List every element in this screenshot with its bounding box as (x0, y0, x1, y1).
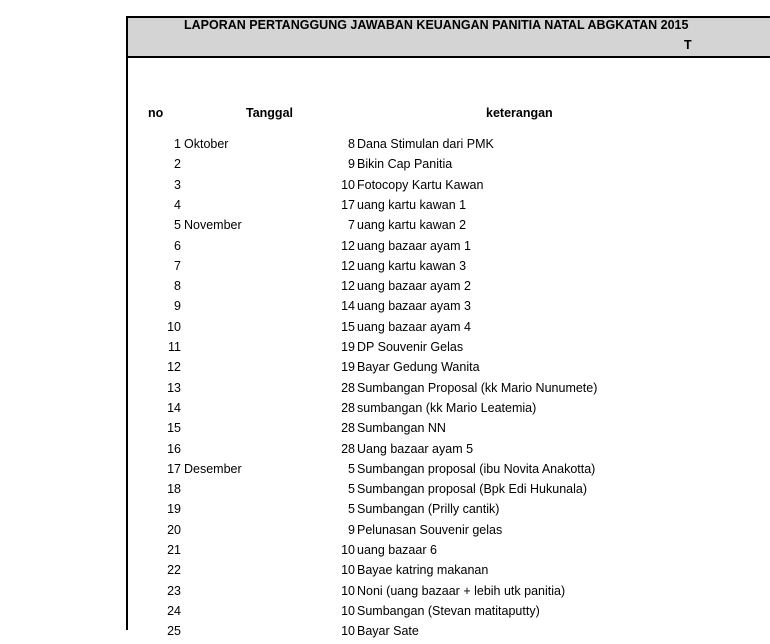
row-keterangan: uang bazaar 6 (357, 543, 437, 557)
table-row (128, 137, 770, 157)
report-title-continued: T (684, 38, 692, 52)
row-number: 21 (167, 543, 181, 557)
row-number: 18 (167, 482, 181, 497)
row-keterangan: DP Souvenir Gelas (357, 340, 464, 354)
row-number: 15 (167, 421, 181, 436)
row-month: Oktober (184, 137, 229, 151)
table-row (128, 584, 770, 604)
row-number: 8 (174, 279, 181, 294)
row-keterangan: Sumbangan (Stevan matitaputty) (357, 603, 540, 618)
row-keterangan: Sumbangan Proposal (kk Mario Nunumete) (357, 380, 598, 395)
table-row (128, 259, 770, 279)
table-row (128, 523, 770, 543)
table-row (128, 421, 770, 441)
row-day: 28 (341, 400, 355, 415)
row-number: 5 (174, 218, 181, 233)
row-keterangan: Noni (uang bazaar + lebih utk panitia) (357, 583, 566, 598)
report-title: LAPORAN PERTANGGUNG JAWABAN KEUANGAN PANITIA NATAL ABGKATAN 2015 (184, 18, 689, 32)
table-row (128, 239, 770, 259)
table-row (128, 604, 770, 624)
row-day: 10 (341, 543, 355, 557)
table-row (128, 624, 770, 644)
table-row (128, 320, 770, 340)
row-day: 5 (348, 502, 355, 517)
row-number: 22 (167, 563, 181, 578)
row-number: 7 (174, 258, 181, 273)
table-row (128, 299, 770, 319)
row-day: 10 (341, 603, 355, 618)
table-row (128, 563, 770, 583)
table-row (128, 401, 770, 421)
row-day: 10 (341, 624, 355, 639)
column-header-no: no (148, 106, 164, 120)
row-number: 9 (174, 299, 181, 314)
row-keterangan: uang bazaar ayam 4 (357, 319, 471, 334)
row-number: 20 (167, 522, 181, 537)
row-day: 12 (341, 238, 355, 253)
row-number: 3 (174, 177, 181, 192)
row-day: 17 (341, 197, 355, 212)
row-keterangan: uang kartu kawan 1 (357, 197, 467, 212)
table-row (128, 482, 770, 502)
row-month: November (184, 218, 242, 233)
row-day: 10 (341, 583, 355, 598)
row-keterangan: uang kartu kawan 3 (357, 258, 467, 273)
row-day: 12 (341, 279, 355, 294)
row-day: 7 (348, 218, 355, 233)
row-number: 10 (167, 319, 181, 334)
row-day: 5 (348, 482, 355, 497)
row-day: 9 (348, 157, 355, 172)
row-month: Desember (184, 461, 242, 476)
table-row (128, 198, 770, 218)
table-row (128, 543, 770, 563)
table-row (128, 360, 770, 380)
row-day: 19 (341, 340, 355, 354)
row-keterangan: Sumbangan proposal (Bpk Edi Hukunala) (357, 482, 587, 497)
row-day: 9 (348, 522, 355, 537)
row-keterangan: Uang bazaar ayam 5 (357, 441, 474, 456)
row-keterangan: Bayar Sate (357, 624, 419, 639)
row-keterangan: uang bazaar ayam 1 (357, 238, 471, 253)
table-row (128, 340, 770, 360)
row-day: 19 (341, 360, 355, 375)
row-number: 13 (167, 380, 181, 395)
row-keterangan: Dana Stimulan dari PMK (357, 137, 494, 151)
row-day: 5 (348, 461, 355, 476)
row-day: 28 (341, 380, 355, 395)
row-keterangan: Bayae katring makanan (357, 563, 489, 578)
row-keterangan: Bayar Gedung Wanita (357, 360, 480, 375)
row-number: 11 (168, 340, 181, 354)
row-day: 14 (341, 299, 355, 314)
row-number: 25 (167, 624, 181, 639)
row-number: 1 (174, 137, 181, 151)
row-keterangan: Sumbangan proposal (ibu Novita Anakotta) (357, 461, 596, 476)
row-number: 19 (167, 502, 181, 517)
row-number: 6 (174, 238, 181, 253)
row-number: 14 (167, 400, 181, 415)
row-day: 8 (348, 137, 355, 151)
column-header-tanggal: Tanggal (246, 106, 293, 120)
row-keterangan: Fotocopy Kartu Kawan (357, 177, 484, 192)
row-day: 28 (341, 441, 355, 456)
row-day: 28 (341, 421, 355, 436)
row-keterangan: Sumbangan (Prilly cantik) (357, 502, 500, 517)
row-keterangan: uang bazaar ayam 3 (357, 299, 471, 314)
row-day: 12 (341, 258, 355, 273)
row-day: 15 (341, 319, 355, 334)
table-row (128, 381, 770, 401)
row-keterangan: Bikin Cap Panitia (357, 157, 453, 172)
row-keterangan: uang kartu kawan 2 (357, 218, 467, 233)
spreadsheet-sheet (126, 16, 770, 639)
row-number: 16 (167, 441, 181, 456)
table-row (128, 462, 770, 482)
table-row (128, 279, 770, 299)
row-keterangan: uang bazaar ayam 2 (357, 279, 471, 294)
row-number: 4 (174, 197, 181, 212)
row-day: 10 (341, 177, 355, 192)
row-number: 23 (167, 583, 181, 598)
row-keterangan: sumbangan (kk Mario Leatemia) (357, 400, 537, 415)
table-row (128, 178, 770, 198)
row-number: 24 (167, 603, 181, 618)
table-row (128, 157, 770, 177)
row-day: 10 (341, 563, 355, 578)
table-row (128, 502, 770, 522)
report-title-bar (128, 16, 770, 58)
row-keterangan: Sumbangan NN (357, 421, 446, 436)
row-number: 12 (167, 360, 181, 375)
table-row (128, 442, 770, 462)
row-number: 2 (174, 157, 181, 172)
row-keterangan: Pelunasan Souvenir gelas (357, 522, 503, 537)
table-row (128, 218, 770, 238)
row-number: 17 (167, 461, 181, 476)
column-header-keterangan: keterangan (486, 106, 553, 120)
